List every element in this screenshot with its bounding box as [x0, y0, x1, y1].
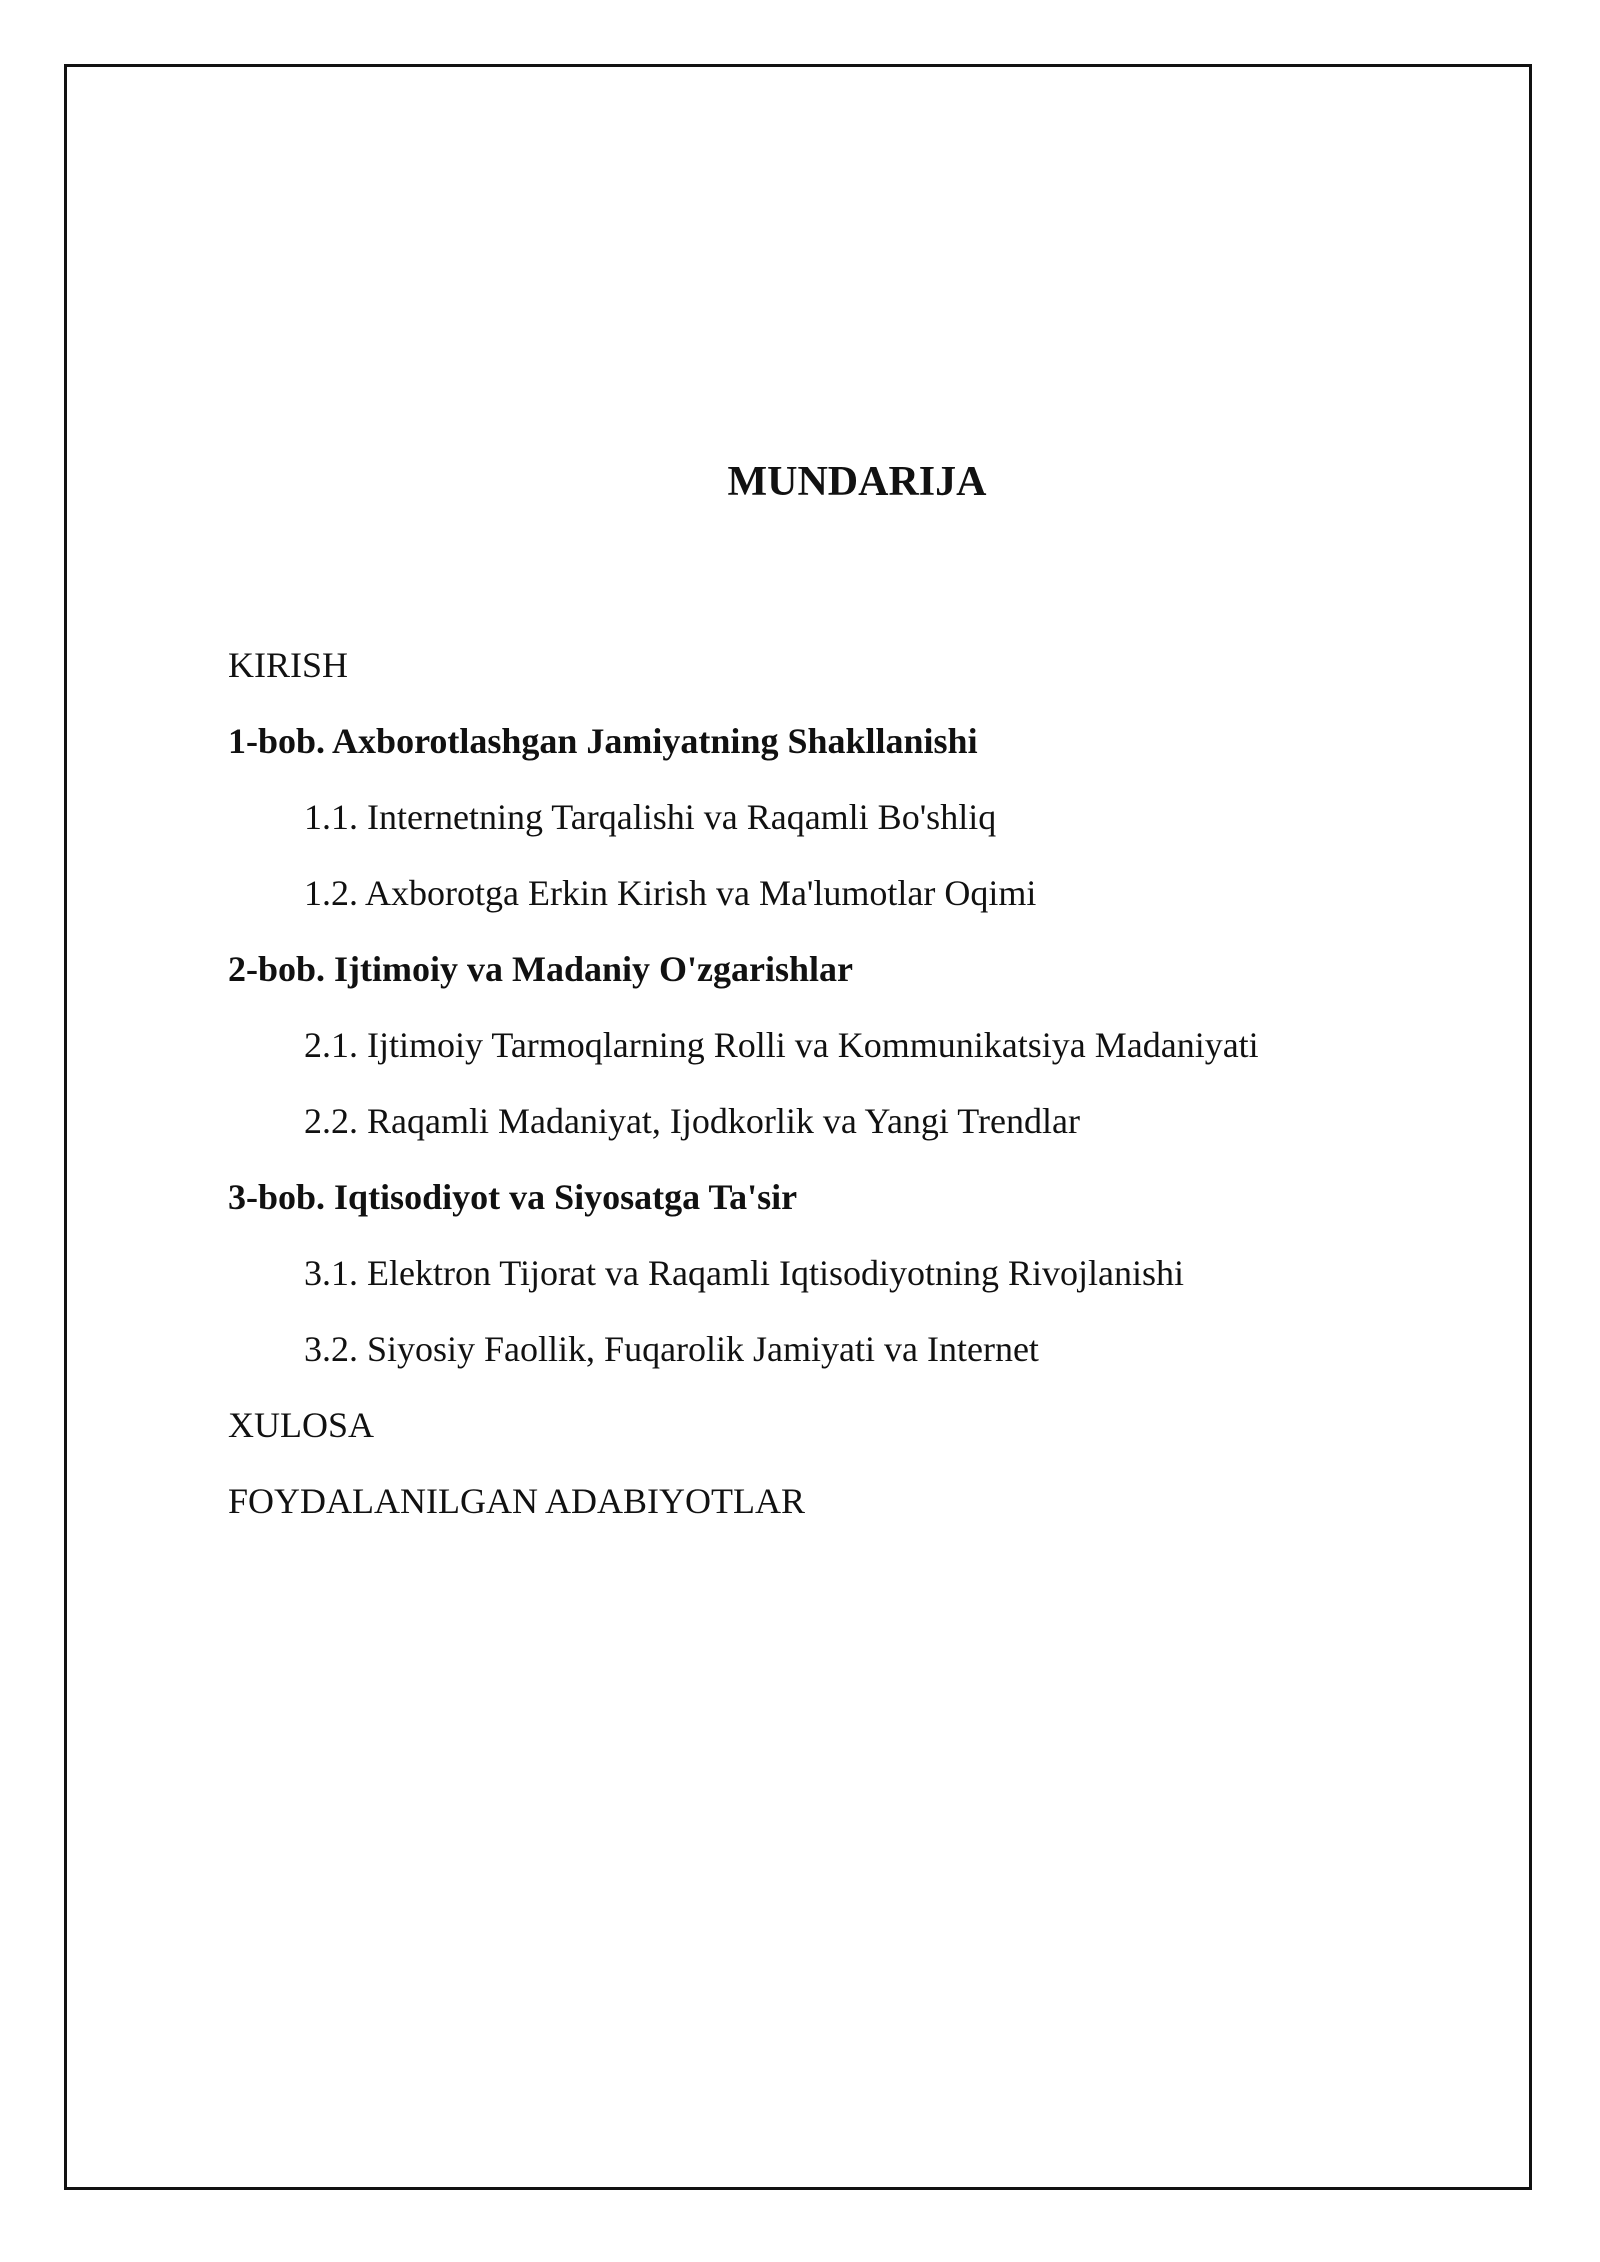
- toc-section-2-1: 2.1. Ijtimoiy Tarmoqlarning Rolli va Kommunikatsiya Madaniyati: [304, 1025, 1259, 1065]
- toc-section-1-1: 1.1. Internetning Tarqalishi va Raqamli Bo'shliq: [304, 797, 997, 837]
- toc-item-introduction: KIRISH: [228, 645, 349, 685]
- table-of-contents: [228, 640, 1428, 1552]
- toc-section-3-2: 3.2. Siyosiy Faollik, Fuqarolik Jamiyati va Internet: [304, 1329, 1039, 1369]
- toc-item-conclusion: XULOSA: [228, 1405, 375, 1445]
- toc-item-references: FOYDALANILGAN ADABIYOTLAR: [228, 1481, 805, 1521]
- toc-section-1-2: 1.2. Axborotga Erkin Kirish va Ma'lumotlar Oqimi: [304, 873, 1037, 913]
- toc-section-3-1: 3.1. Elektron Tijorat va Raqamli Iqtisodiyotning Rivojlanishi: [304, 1253, 1184, 1293]
- toc-chapter-2: 2-bob. Ijtimoiy va Madaniy O'zgarishlar: [228, 949, 854, 989]
- page-title: MUNDARIJA: [727, 459, 987, 505]
- toc-section-2-2: 2.2. Raqamli Madaniyat, Ijodkorlik va Yangi Trendlar: [304, 1101, 1080, 1141]
- toc-chapter-3: 3-bob. Iqtisodiyot va Siyosatga Ta'sir: [228, 1177, 798, 1217]
- toc-chapter-1: 1-bob. Axborotlashgan Jamiyatning Shakllanishi: [228, 721, 978, 761]
